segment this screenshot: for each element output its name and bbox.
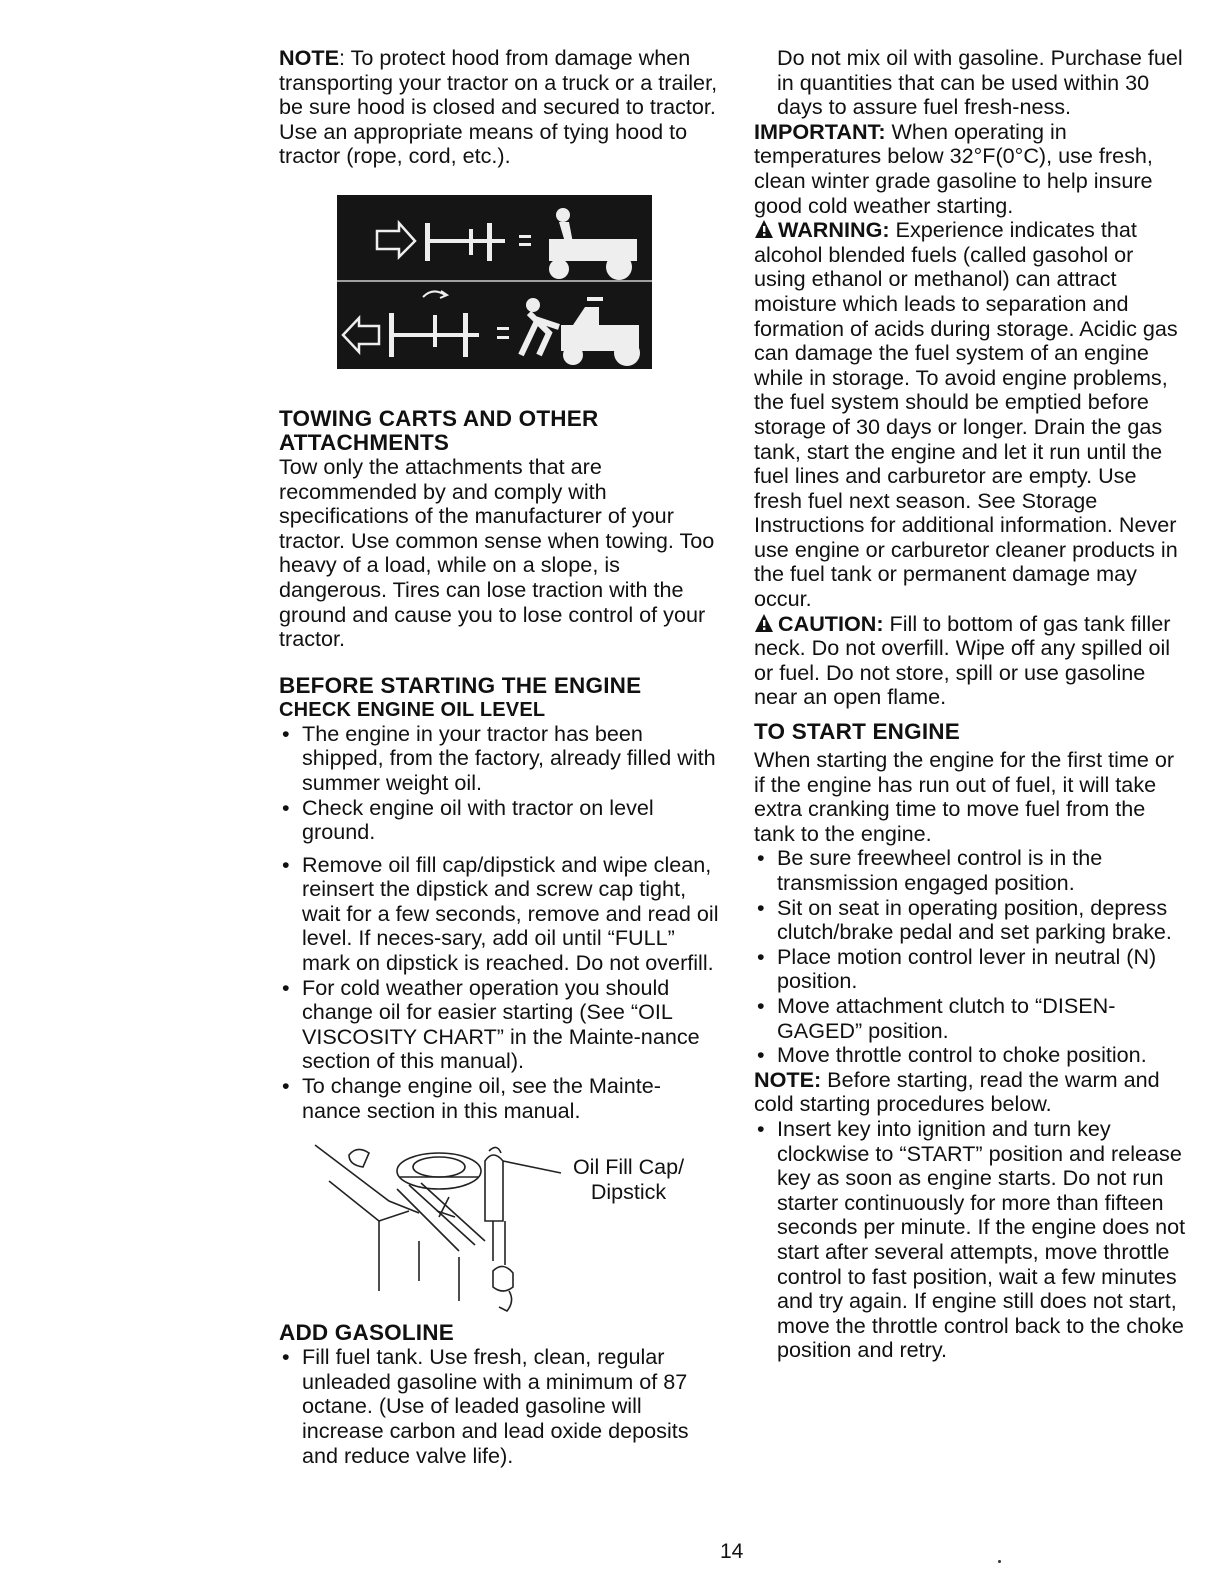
start-bullet-list	[754, 846, 1189, 1067]
starting-note	[754, 1068, 1189, 1117]
list-item: • Sit on seat in operating position, depress clutch/brake pedal and set parking brake.	[754, 896, 1189, 945]
list-item: • Fill fuel tank. Use fresh, clean, regular unleaded gasoline with a minimum of 87 octane. (Use of leaded gasoline will increase carbon and lead oxide deposits and reduce valve life).	[279, 1345, 719, 1468]
note2-label: NOTE:	[754, 1066, 822, 1092]
list-item: • Move attachment clutch to “DISEN-GAGED” position.	[754, 994, 1189, 1043]
caution-label: CAUTION:	[778, 610, 884, 636]
warning-text: Experience indicates that alcohol blended fuels (called gasohol or using ethanol or methanol) can attract moisture which leads to separation and formation of acids during storage. Acidic gas can damage the fuel system of an engine while in storage. To avoid engine problems, the fuel system should be emptied before storage of 30 days or longer. Drain the gas tank, start the engine and let it run until the fuel lines and carburetor are empty. Use fresh fuel next season. See Storage Instructions for additional information. Never use engine or carburetor cleaner products in the fuel tank or permanent damage may occur.	[754, 217, 1178, 612]
to-start-engine-heading: TO START ENGINE	[754, 719, 960, 745]
list-item: • Check engine oil with tractor on level ground.	[279, 796, 719, 845]
important-note	[754, 120, 1189, 218]
key-bullet-list	[754, 1117, 1189, 1363]
warning-label: WARNING:	[778, 217, 890, 243]
left-column	[279, 46, 719, 1468]
towing-diagram-svg	[337, 195, 652, 369]
start-intro-text: When starting the engine for the first time or if the engine has run out of fuel, it will take extra cranking time to move fuel from the tank to the engine.	[754, 747, 1175, 846]
note-text: : To protect hood from damage when transporting your tractor on a truck or a trailer, be sure hood is closed and secured to tractor. Use an appropriate means of tying hood to tractor (rope, cord, etc.).	[279, 45, 718, 169]
list-item: • Remove oil fill cap/dipstick and wipe clean, reinsert the dipstick and screw cap tight, wait for a few seconds, remove and read oil level. If neces-sary, add oil until “FULL” mark on dipstick is reached. Do not overfill.	[279, 853, 719, 976]
list-item: • For cold weather operation you should change oil for easier starting (See “OIL VISCOSITY CHART” in the Mainte-nance section of this manual).	[279, 976, 719, 1074]
scan-speck	[998, 1560, 1001, 1563]
right-column	[754, 46, 1189, 1363]
gas-bullet-list	[279, 1345, 719, 1468]
towing-text: Tow only the attachments that are recommended by and comply with specifications of the manufacturer of your tractor. Use common sense when towing. Too heavy of a load, while on a slope, is dangerous. Tires can lose traction with the ground and cause you to lose control of your tractor.	[279, 453, 715, 652]
note2-text: Before starting, read the warm and cold starting procedures below.	[754, 1066, 1160, 1117]
hood-note	[279, 46, 719, 169]
oil-fill-cap-label	[566, 1155, 691, 1205]
oil-bullet-list	[279, 722, 719, 1124]
check-oil-heading: CHECK ENGINE OIL LEVEL	[279, 698, 546, 721]
list-item: • To change engine oil, see the Mainte-nance section in this manual.	[279, 1074, 719, 1123]
oil-fill-label-line1: Oil Fill Cap/	[572, 1155, 685, 1180]
warning-note	[754, 218, 1189, 612]
note-label: NOTE	[279, 45, 339, 70]
list-item: • Be sure freewheel control is in the transmission engaged position.	[754, 846, 1189, 895]
gas-continued-text: Do not mix oil with gasoline. Purchase fuel in quantities that can be used within 30 days to assure fuel fresh-ness.	[777, 45, 1183, 120]
towing-heading: TOWING CARTS AND OTHER ATTACHMENTS	[279, 405, 599, 455]
towing-diagram	[337, 195, 652, 369]
caution-note	[754, 612, 1189, 710]
warning-triangle-icon	[754, 219, 774, 239]
page-number: 14	[720, 1540, 744, 1563]
important-text: When operating in temperatures below 32°F(0°C), use fresh, clean winter grade gasoline to help insure good cold weather starting.	[754, 118, 1153, 218]
caution-triangle-icon	[754, 613, 774, 633]
caution-text: Fill to bottom of gas tank filler neck. Do not overfill. Wipe off any spilled oil or fuel. Do not store, spill or use gasoline near an open flame.	[754, 610, 1171, 710]
list-item: • The engine in your tractor has been shipped, from the factory, already filled with summer weight oil.	[279, 722, 719, 796]
oil-fill-diagram	[279, 1141, 719, 1317]
list-item: • Insert key into ignition and turn key clockwise to “START” position and release key as soon as engine starts. Do not run starter continuously for more than fifteen seconds per minute. If the engine does not start after several attempts, move throttle control to fast position, wait a few minutes and try again. If engine still does not start, move the throttle control back to the choke position and retry.	[754, 1117, 1189, 1363]
engine-sketch-icon	[309, 1141, 599, 1317]
add-gasoline-heading: ADD GASOLINE	[279, 1320, 454, 1346]
important-label: IMPORTANT:	[754, 118, 886, 144]
before-starting-heading: BEFORE STARTING THE ENGINE	[279, 672, 642, 698]
list-item: • Place motion control lever in neutral (N) position.	[754, 945, 1189, 994]
oil-fill-label-line2: Dipstick	[590, 1180, 667, 1205]
list-item: • Move throttle control to choke position.	[754, 1043, 1189, 1068]
